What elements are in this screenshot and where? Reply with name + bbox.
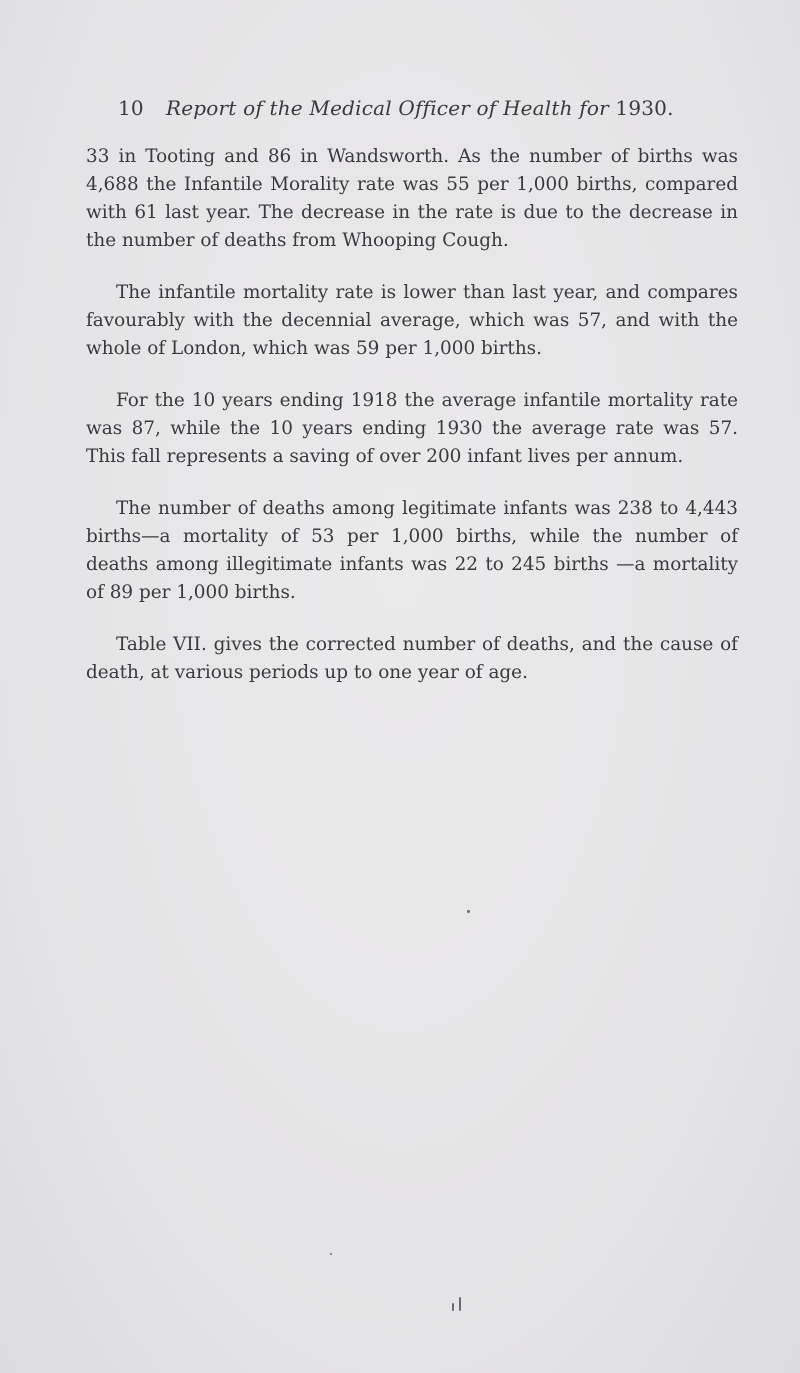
paragraph-4: The number of deaths among legitimate infants was 238 to 4,443 births—a mortality of 53 per 1,000 births, while the number of deaths among illegitimate infants was 22 to 245 births —a mortality of 89 per 1,000 births. (86, 498, 738, 603)
page-number: 10 (118, 96, 144, 120)
paper-speck (452, 1303, 454, 1311)
running-header (118, 96, 678, 120)
paragraph-2: The infantile mortality rate is lower than last year, and compares favourably with the decennial average, which was 57, and with the whole of London, which was 59 per 1,000 births. (86, 282, 738, 359)
paragraph-5: Table VII. gives the corrected number of deaths, and the cause of death, at various periods up to one year of age. (86, 634, 738, 683)
paper-speck (467, 910, 470, 913)
paper-speck (330, 1253, 332, 1255)
paragraph-3: For the 10 years ending 1918 the average infantile mortality rate was 87, while the 10 years ending 1930 the average rate was 57. This fall represents a saving of over 200 infant lives per annum. (86, 390, 738, 467)
report-year: 1930. (615, 96, 674, 120)
paragraph-1: 33 in Tooting and 86 in Wandsworth. As the number of births was 4,688 the Infantile Morality rate was 55 per 1,000 births, compared with 61 last year. The decrease in the rate is due to the decrease in the number of deaths from Whooping Cough. (86, 146, 738, 251)
paper-speck (459, 1297, 461, 1311)
body-text (86, 143, 738, 711)
report-title: Report of the Medical Officer of Health for (166, 96, 609, 120)
